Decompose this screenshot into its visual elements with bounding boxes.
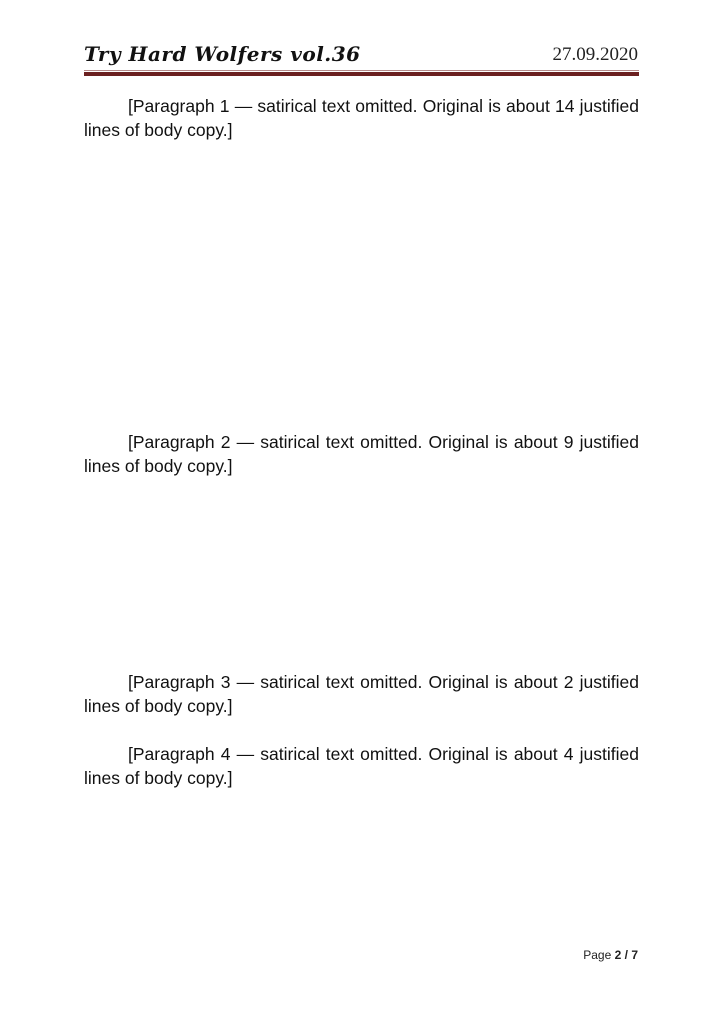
issue-date: 27.09.2020 — [552, 44, 638, 65]
body-paragraph: [Paragraph 3 — satirical text omitted. Original is about 2 justified lines of body copy.] — [84, 672, 639, 716]
page-separator: / — [624, 948, 628, 962]
body-paragraph: [Paragraph 2 — satirical text omitted. Original is about 9 justified lines of body copy.] — [84, 432, 639, 476]
page-label: Page — [583, 948, 612, 962]
header-divider-thin-line — [84, 70, 639, 71]
newsletter-title: Try Hard Wolfers vol.36 — [84, 42, 361, 66]
article-body — [84, 94, 639, 862]
body-paragraph: [Paragraph 4 — satirical text omitted. Original is about 4 justified lines of body copy.] — [84, 744, 639, 788]
body-paragraph: [Paragraph 1 — satirical text omitted. Original is about 14 justified lines of body copy.] — [84, 96, 639, 140]
header-divider-thick-line — [84, 72, 639, 76]
current-page-number: 2 — [614, 948, 622, 962]
page-header — [84, 44, 638, 66]
total-page-count: 7 — [631, 948, 638, 962]
page-footer — [583, 948, 638, 962]
header-divider — [84, 70, 639, 76]
